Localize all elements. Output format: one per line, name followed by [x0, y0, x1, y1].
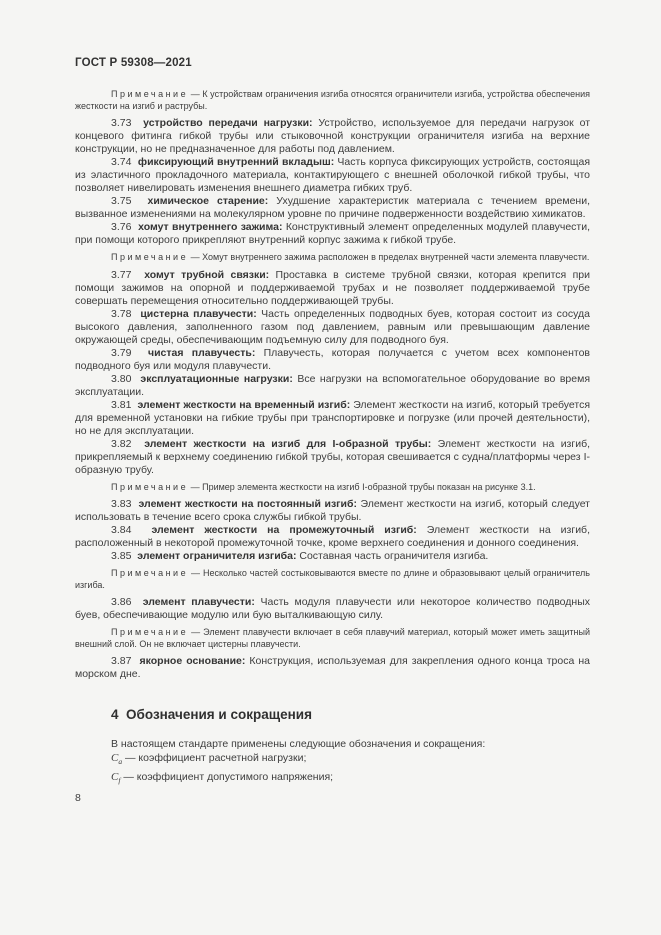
symbol-letter: C [111, 770, 119, 783]
body-paragraph: В настоящем стандарте применены следующие обозначения и сокращения: [111, 738, 486, 750]
definition-number: 3.78 [111, 307, 132, 320]
definition-number: 3.86 [111, 596, 132, 608]
definition-number: 3.83 [111, 498, 132, 510]
definition-paragraph: 3.80 эксплуатационные нагрузки: Все нагрузки на вспомогательное оборудование во время эксплуатации. [75, 372, 591, 398]
definition-number: 3.80 [111, 372, 132, 385]
section-number: 4 [111, 707, 119, 722]
definition-term: элемент жесткости на временный изгиб: [137, 398, 351, 411]
note-label: Примечание [111, 568, 189, 578]
document-title: ГОСТ Р 59308—2021 [75, 57, 192, 69]
definition-number: 3.73 [111, 117, 132, 129]
definition-paragraph: 3.73 устройство передачи нагрузки: Устройство, используемое для передачи нагрузок от концевого фитинга гибкой трубы или стыковочной конструкции ограничителя изгиба на верхние конструкции, но не предназначенное для работы под давлением. [75, 117, 590, 155]
definition-term: фиксирующий внутренний вкладыш: [137, 156, 335, 168]
definition-paragraph: 3.78 цистерна плавучести: Часть определенных подводных буев, которая состоит из сосуда высокого давления, заполненного газом под давлением, равным или превышающим давление окружающей среды, обеспечивающим подъемную силу для подводного буя. [75, 307, 590, 346]
definition-number: 3.81 [111, 398, 132, 411]
definition-term: эксплуатационные нагрузки: [140, 372, 293, 385]
symbol-line: $C_f$ — коэффициент допустимого напряжения; [111, 770, 334, 785]
definition-paragraph: 3.83 элемент жесткости на постоянный изгиб: Элемент жесткости на изгиб, который следует использовать в течение всего срока службы гибкой трубы. [75, 498, 590, 523]
symbol-subscript: f [118, 775, 121, 785]
definition-term: хомут трубной связки: [144, 268, 270, 281]
definition-number: 3.77 [111, 268, 132, 281]
note-label: Примечание [111, 627, 189, 637]
section-heading [75, 708, 590, 721]
note-paragraph: Примечание — К устройствам ограничения изгиба относятся ограничители изгиба, устройства обеспечения жесткости на изгиб и раструбы. [75, 89, 590, 111]
definition-paragraph: 3.82 элемент жесткости на изгиб для I-образной трубы: Элемент жесткости на изгиб, прикрепляемый к верхнему соединению гибкой трубы, которая свешивается с судна/платформы через I-образную трубу. [75, 437, 590, 476]
symbol-subscript: a [118, 757, 123, 767]
symbol-line: $C_a$ — коэффициент расчетной нагрузки; [111, 752, 307, 767]
note-label: Примечание [111, 481, 189, 492]
definition-paragraph: 3.86 элемент плавучести: Часть модуля плавучести или некоторое количество подводных буев, обеспечивающие модулю или бую выталкивающую силу. [75, 596, 590, 621]
definition-term: элемент ограничителя изгиба: [137, 550, 297, 562]
definition-term: элемент жесткости на постоянный изгиб: [138, 498, 357, 510]
note-paragraph: Примечание — Хомут внутреннего зажима расположен в пределах внутренней части элемента плавучести. [111, 252, 590, 262]
note-paragraph: Примечание — Элемент плавучести включает в себя плавучий материал, который может иметь защитный внешний слой. Он не включает цистерны плавучести. [75, 627, 590, 649]
definition-paragraph: 3.75 химическое старение: Ухудшение характеристик материала с течением времени, вызванное изменениями на молекулярном уровне по причине подверженности воздействию химикатов. [75, 195, 591, 220]
definition-term: хомут внутреннего зажима: [138, 221, 283, 233]
definition-number: 3.85 [111, 550, 132, 562]
definition-term: элемент жесткости на промежуточный изгиб: [151, 524, 417, 536]
definition-paragraph: 3.74 фиксирующий внутренний вкладыш: Часть корпуса фиксирующих устройств, состоящая из эластичного прокладочного материала, контактирующего с внешней оболочкой гибкой трубы, что позволяет нивелировать изменения внешнего диаметра гибких труб. [75, 156, 590, 194]
page-number: 8 [75, 792, 81, 805]
definition-number: 3.79 [111, 346, 132, 359]
definition-term: якорное основание: [139, 655, 246, 667]
definition-number: 3.87 [111, 655, 132, 667]
definition-paragraph: 3.87 якорное основание: Конструкция, используемая для закрепления одного конца троса на морском дне. [75, 655, 590, 680]
definition-number: 3.75 [111, 195, 132, 207]
definition-paragraph: 3.84 элемент жесткости на промежуточный изгиб: Элемент жесткости на изгиб, расположенный в некоторой промежуточной точке, кроме верхнего соединения и донного соединения. [75, 524, 590, 549]
definition-term: элемент жесткости на изгиб для I-образной трубы: [144, 437, 432, 450]
definition-paragraph: 3.79 чистая плавучесть: Плавучесть, которая получается с учетом всех компонентов подводного буя или модуля плавучести. [75, 346, 590, 372]
document-body [75, 89, 590, 788]
definition-term: химическое старение: [147, 195, 269, 207]
section-title: Обозначения и сокращения [126, 707, 312, 722]
definition-term: устройство передачи нагрузки: [143, 117, 313, 129]
definition-number: 3.74 [111, 156, 132, 168]
note-label: Примечание [111, 89, 189, 99]
definition-number: 3.82 [111, 437, 132, 450]
note-paragraph: Примечание — Пример элемента жесткости на изгиб I-образной трубы показан на рисунке 3.1. [111, 481, 536, 492]
definition-term: чистая плавучесть: [147, 346, 256, 359]
note-label: Примечание [111, 252, 189, 262]
definition-paragraph: 3.85 элемент ограничителя изгиба: Составная часть ограничителя изгиба. [111, 550, 489, 562]
definition-number: 3.84 [111, 524, 132, 536]
definition-paragraph: 3.76 хомут внутреннего зажима: Конструктивный элемент определенных модулей плавучести, при помощи которого прикрепляют внутренний корпус зажима к гибкой трубе. [75, 221, 591, 246]
definition-paragraph: 3.81 элемент жесткости на временный изгиб: Элемент жесткости на изгиб, который требуется для временной установки на гибкие трубы при транспортировке и погрузке (или прочей деятельности), но не для эксплуатации. [75, 398, 591, 437]
symbol-letter: C [111, 752, 119, 764]
definition-number: 3.76 [111, 221, 132, 233]
definition-paragraph: 3.77 хомут трубной связки: Проставка в системе трубной связки, которая крепится при помощи зажимов на опорной и поддерживаемой трубах и не позволяет поддерживаемой трубе совершать перемещения относительно поддерживающей трубы. [75, 268, 590, 307]
note-paragraph: Примечание — Несколько частей состыковываются вместе по длине и образовывают целый ограничитель изгиба. [75, 568, 590, 590]
definition-term: цистерна плавучести: [140, 307, 257, 320]
definition-term: элемент плавучести: [142, 596, 255, 608]
